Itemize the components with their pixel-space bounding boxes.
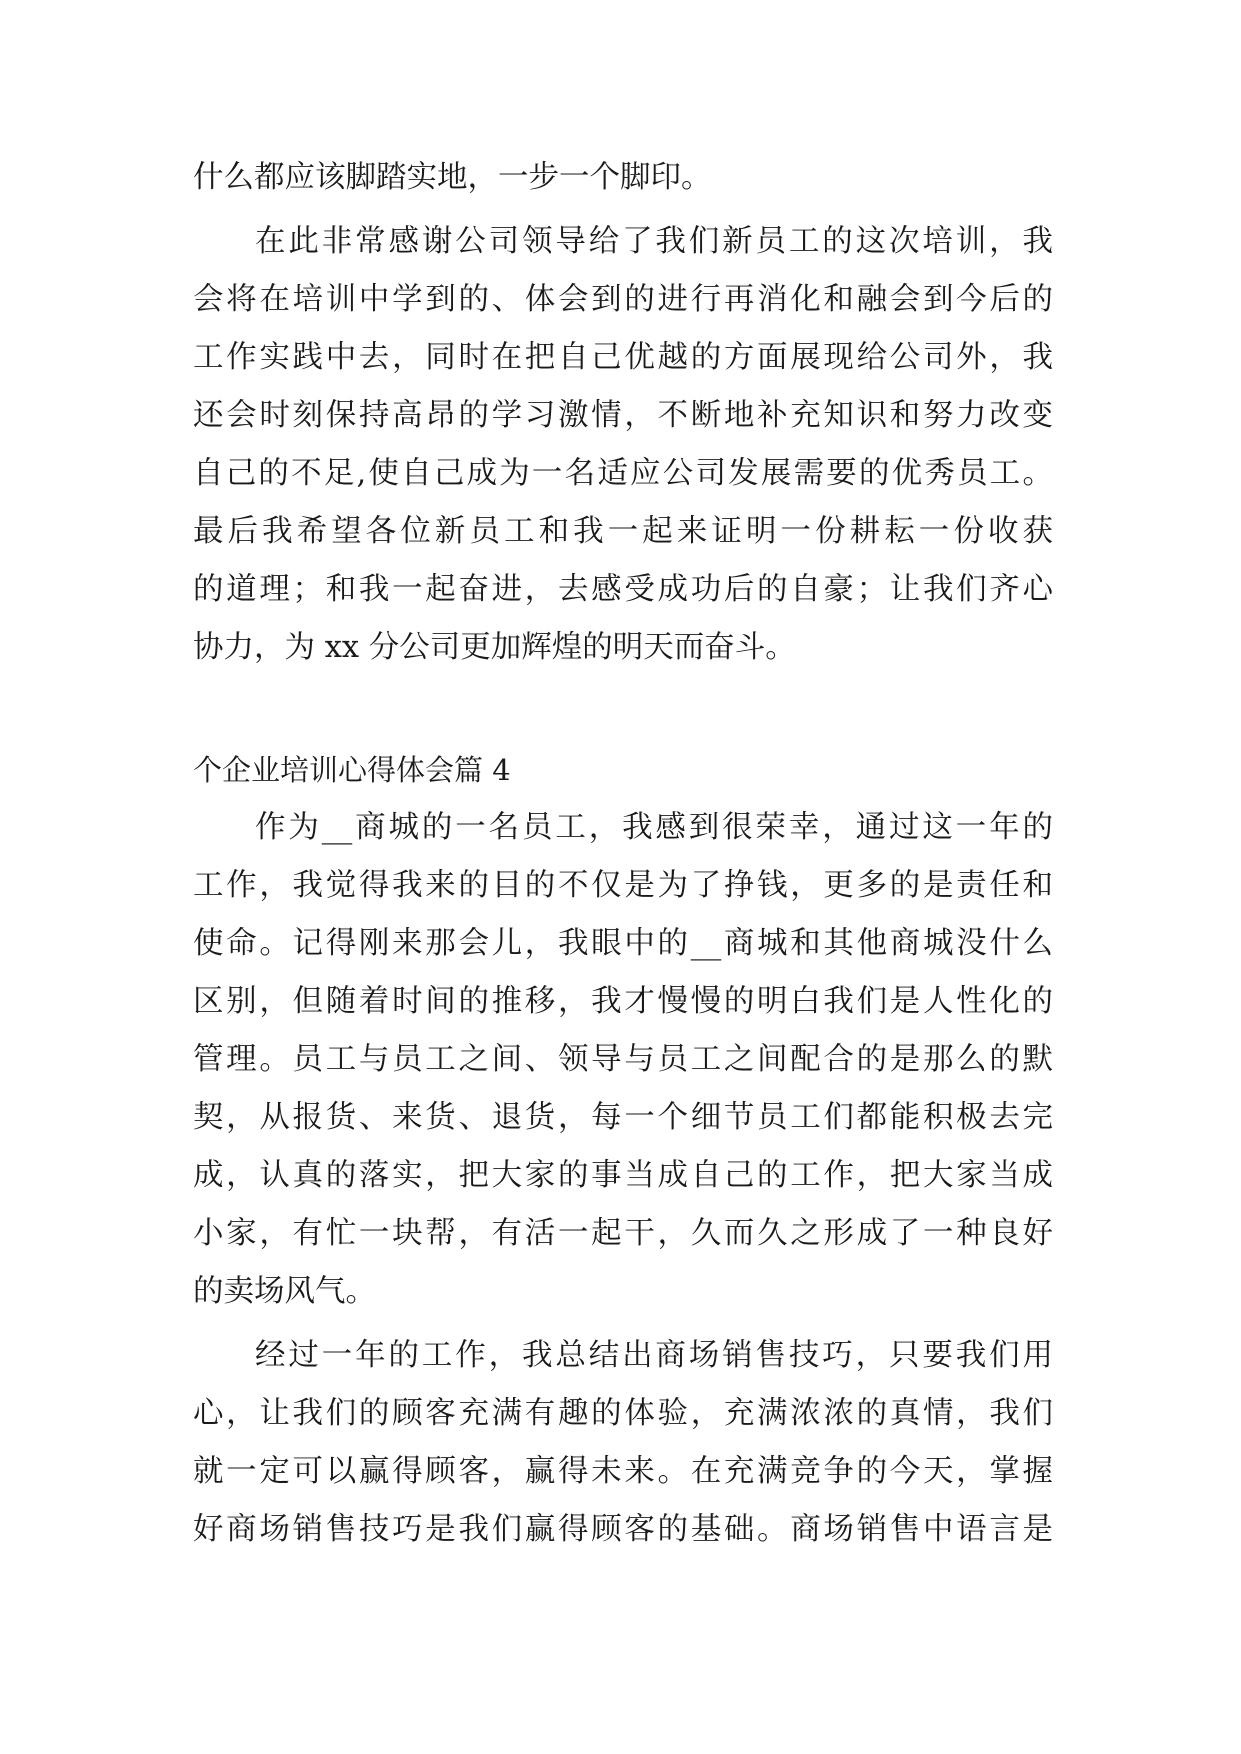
paragraph-line: 管理。员工与员工之间、领导与员工之间配合的是那么的默 [193,1042,1053,1077]
paragraph-line: 的道理；和我一起奋进，去感受成功后的自豪；让我们齐心 [193,572,1053,607]
paragraph-line: 最后我希望各位新员工和我一起来证明一份耕耘一份收获 [193,514,1053,549]
paragraph-line: 自己的不足,使自己成为一名适应公司发展需要的优秀员工。 [193,456,1053,491]
paragraph-line: 还会时刻保持高昂的学习激情，不断地补充知识和努力改变 [193,398,1053,433]
continuation-line: 什么都应该脚踏实地，一步一个脚印。 [193,160,712,195]
paragraph-line: 契，从报货、来货、退货，每一个细节员工们都能积极去完 [193,1100,1053,1135]
paragraph-line: 经过一年的工作，我总结出商场销售技巧，只要我们用 [255,1338,1053,1373]
paragraph-line: 在此非常感谢公司领导给了我们新员工的这次培训，我 [255,224,1053,259]
paragraph-line: 心，让我们的顾客充满有趣的体验，充满浓浓的真情，我们 [193,1396,1053,1431]
paragraph-line: 好商场销售技巧是我们赢得顾客的基础。商场销售中语言是 [193,1512,1053,1547]
paragraph-line: 作为__商城的一名员工，我感到很荣幸，通过这一年的 [255,810,1053,845]
paragraph-line: 工作，我觉得我来的目的不仅是为了挣钱，更多的是责任和 [193,868,1053,903]
paragraph-line: 的卖场风气。 [193,1274,376,1309]
paragraph-line: 小家，有忙一块帮，有活一起干，久而久之形成了一种良好 [193,1216,1053,1251]
section-heading: 个企业培训心得体会篇 4 [193,753,511,787]
paragraph-line: 工作实践中去，同时在把自己优越的方面展现给公司外，我 [193,340,1053,375]
paragraph-line: 会将在培训中学到的、体会到的进行再消化和融会到今后的 [193,282,1053,317]
paragraph-line: 成，认真的落实，把大家的事当成自己的工作，把大家当成 [193,1158,1053,1193]
paragraph-line: 协力，为 xx 分公司更加辉煌的明天而奋斗。 [193,630,796,665]
paragraph-line: 就一定可以赢得顾客，赢得未来。在充满竞争的今天，掌握 [193,1454,1053,1489]
paragraph-line: 使命。记得刚来那会儿，我眼中的__商城和其他商城没什么 [193,926,1053,961]
paragraph-line: 区别，但随着时间的推移，我才慢慢的明白我们是人性化的 [193,984,1053,1019]
